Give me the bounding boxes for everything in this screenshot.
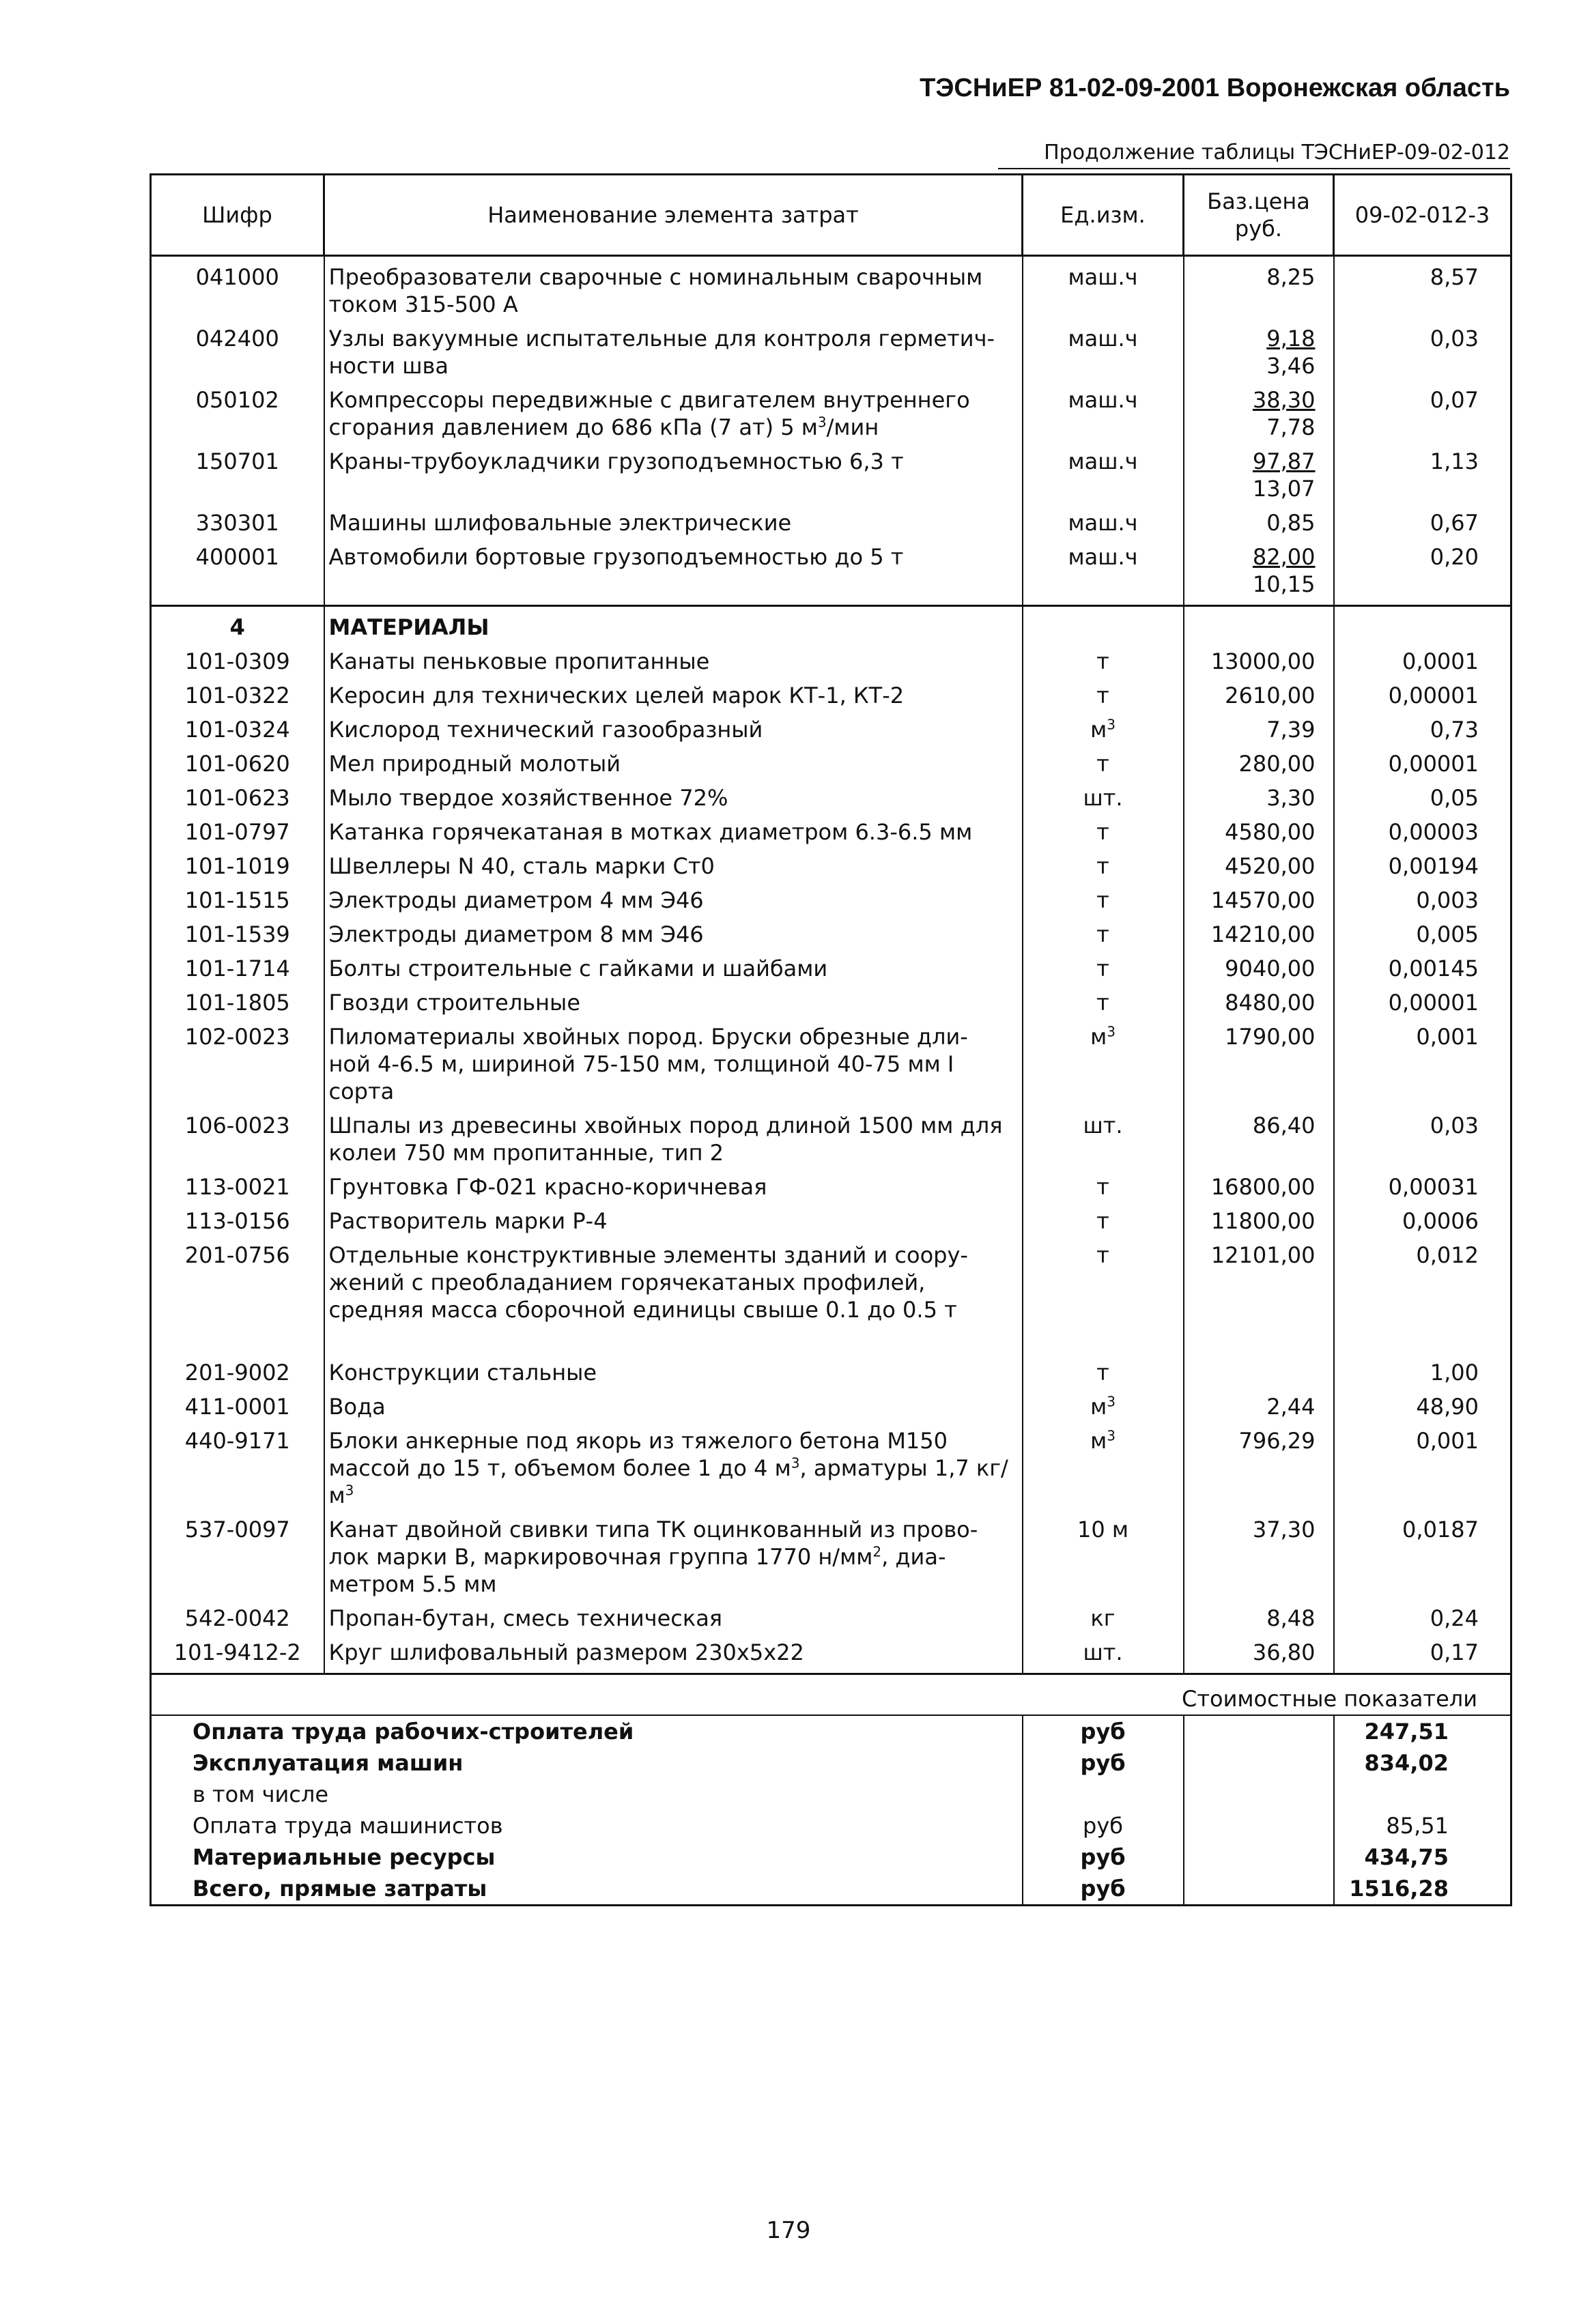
table-row <box>151 1352 1511 1386</box>
row-unit: т <box>1023 914 1184 948</box>
table-row <box>151 379 1511 441</box>
row-code: 101-1714 <box>151 948 324 982</box>
row-unit: т <box>1023 1352 1184 1386</box>
row-code: 106-0023 <box>151 1105 324 1166</box>
summary-label: в том числе <box>193 1781 328 1807</box>
summary-row <box>151 1747 1511 1779</box>
row-price: 280,00 <box>1184 743 1334 777</box>
summary-spacer <box>1184 1810 1334 1841</box>
row-value: 0,67 <box>1334 502 1511 536</box>
row-code: 101-1539 <box>151 914 324 948</box>
summary-row <box>151 1779 1511 1810</box>
summary-label: Всего, прямые затраты <box>151 1873 1023 1906</box>
row-name: Шпалы из древесины хвойных пород длиной 1500 мм для колеи 750 мм пропитанные, тип 2 <box>324 1105 1023 1166</box>
row-price: 2,44 <box>1184 1386 1334 1420</box>
row-name: Катанка горячекатаная в мотках диаметром 6.3-6.5 мм <box>324 812 1023 846</box>
row-name: Канат двойной свивки типа ТК оцинкованный из прово- лок марки В, маркировочная группа 1770 $н/мм^2$, диа- метром 5.5 мм <box>324 1509 1023 1598</box>
row-code: 102-0023 <box>151 1016 324 1105</box>
row-unit: шт. <box>1023 1632 1184 1674</box>
summary-unit: руб <box>1023 1810 1184 1841</box>
row-value: 0,03 <box>1334 1105 1511 1166</box>
row-name: Гвозди строительные <box>324 982 1023 1016</box>
row-value: 0,00001 <box>1334 675 1511 709</box>
summary-row <box>151 1810 1511 1841</box>
col-header-name: Наименование элемента затрат <box>324 175 1023 256</box>
row-code: 537-0097 <box>151 1509 324 1598</box>
row-name: Машины шлифовальные электрические <box>324 502 1023 536</box>
col-header-price <box>1184 175 1334 256</box>
row-code: 101-0309 <box>151 641 324 675</box>
row-value: 1,00 <box>1334 1352 1511 1386</box>
row-unit: маш.ч <box>1023 536 1184 606</box>
row-value: 0,17 <box>1334 1632 1511 1674</box>
row-code: 101-0623 <box>151 777 324 812</box>
row-unit: 10 м <box>1023 1509 1184 1598</box>
row-unit: $м^3$ <box>1023 1420 1184 1509</box>
row-name: Керосин для технических целей марок КТ-1, КТ-2 <box>324 675 1023 709</box>
row-value: 0,003 <box>1334 880 1511 914</box>
row-name: Преобразователи сварочные с номинальным сварочным током 315-500 А <box>324 256 1023 319</box>
summary-unit: руб <box>1023 1873 1184 1906</box>
row-price: 12101,00 <box>1184 1235 1334 1323</box>
row-unit: $м^3$ <box>1023 1016 1184 1105</box>
table-continuation-caption: Продолжение таблицы ТЭСНиЕР-09-02-012 <box>1044 141 1510 164</box>
summary-spacer <box>1184 1715 1334 1747</box>
row-price: 8,25 <box>1184 256 1334 319</box>
col-header-value: 09-02-012-3 <box>1334 175 1511 256</box>
row-name: Швеллеры N 40, сталь марки Ст0 <box>324 846 1023 880</box>
table-row <box>151 536 1511 606</box>
cost-table <box>150 173 1512 1906</box>
section-row <box>151 606 1511 642</box>
table-row <box>151 812 1511 846</box>
row-name: Пиломатериалы хвойных пород. Бруски обрезные дли- ной 4-6.5 м, шириной 75-150 мм, толщиной 40-75 мм I сорта <box>324 1016 1023 1105</box>
row-value: 0,03 <box>1334 318 1511 379</box>
summary-label: Оплата труда рабочих-строителей <box>193 1719 634 1745</box>
summary-row <box>151 1873 1511 1906</box>
row-unit: т <box>1023 1201 1184 1235</box>
row-name: Кислород технический газообразный <box>324 709 1023 743</box>
table-row <box>151 914 1511 948</box>
row-name: Автомобили бортовые грузоподъемностью до 5 т <box>324 536 1023 606</box>
row-value: 0,005 <box>1334 914 1511 948</box>
row-value: 0,0001 <box>1334 641 1511 675</box>
summary-title-row <box>151 1683 1511 1715</box>
summary-label: Эксплуатация машин <box>193 1750 464 1776</box>
row-code: 150701 <box>151 441 324 502</box>
row-price: 1790,00 <box>1184 1016 1334 1105</box>
row-name: Узлы вакуумные испытательные для контроля герметич- ности шва <box>324 318 1023 379</box>
row-unit: т <box>1023 743 1184 777</box>
row-code: 101-1019 <box>151 846 324 880</box>
row-code: 400001 <box>151 536 324 606</box>
table-row <box>151 1166 1511 1201</box>
row-name: Круг шлифовальный размером 230x5x22 <box>324 1632 1023 1674</box>
table-row <box>151 777 1511 812</box>
row-price: 3,30 <box>1184 777 1334 812</box>
table-row <box>151 1235 1511 1323</box>
row-value: 0,00031 <box>1334 1166 1511 1201</box>
summary-value: 247,51 <box>1334 1715 1511 1747</box>
table-row <box>151 880 1511 914</box>
row-name: Мел природный молотый <box>324 743 1023 777</box>
table-row <box>151 1598 1511 1632</box>
table-row <box>151 256 1511 319</box>
row-unit: т <box>1023 675 1184 709</box>
row-code: 201-0756 <box>151 1235 324 1323</box>
row-code: 101-0797 <box>151 812 324 846</box>
row-unit: маш.ч <box>1023 256 1184 319</box>
row-code: 411-0001 <box>151 1386 324 1420</box>
table-row <box>151 1201 1511 1235</box>
row-unit: т <box>1023 1166 1184 1201</box>
summary-value: 1516,28 <box>1334 1873 1511 1906</box>
table-row <box>151 743 1511 777</box>
row-name: Вода <box>324 1386 1023 1420</box>
table-row <box>151 1509 1511 1598</box>
row-value: 0,73 <box>1334 709 1511 743</box>
col-header-unit: Ед.изм. <box>1023 175 1184 256</box>
row-price: 7,39 <box>1184 709 1334 743</box>
summary-spacer <box>1184 1841 1334 1873</box>
table-row <box>151 948 1511 982</box>
row-code: 041000 <box>151 256 324 319</box>
section-name: МАТЕРИАЛЫ <box>324 606 1023 642</box>
row-value: 1,13 <box>1334 441 1511 502</box>
row-unit: маш.ч <box>1023 379 1184 441</box>
row-price <box>1184 1352 1334 1386</box>
row-unit: шт. <box>1023 1105 1184 1166</box>
row-value: 0,0187 <box>1334 1509 1511 1598</box>
row-value: 0,00145 <box>1334 948 1511 982</box>
row-value: 0,0006 <box>1334 1201 1511 1235</box>
row-code: 113-0021 <box>151 1166 324 1201</box>
row-price: 4520,00 <box>1184 846 1334 880</box>
summary-unit: руб <box>1023 1715 1184 1747</box>
machines-section <box>151 256 1511 606</box>
row-unit: т <box>1023 948 1184 982</box>
summary-label: Материальные ресурсы <box>193 1844 496 1870</box>
row-code: 101-9412-2 <box>151 1632 324 1674</box>
row-unit: т <box>1023 1235 1184 1323</box>
col-header-code: Шифр <box>151 175 324 256</box>
table-row <box>151 641 1511 675</box>
row-value: 48,90 <box>1334 1386 1511 1420</box>
row-value: 0,00001 <box>1334 743 1511 777</box>
row-name: Канаты пеньковые пропитанные <box>324 641 1023 675</box>
table-row <box>151 1420 1511 1509</box>
summary-spacer <box>1184 1779 1334 1810</box>
caption-underline <box>998 168 1510 169</box>
table-header <box>151 175 1511 256</box>
summary-value: 434,75 <box>1334 1841 1511 1873</box>
row-name: Отдельные конструктивные элементы зданий и соору- жений с преобладанием горячекатаных профилей, средняя масса сборочной единицы свыше 0.1 до 0.5 т <box>324 1235 1023 1323</box>
row-price: 8480,00 <box>1184 982 1334 1016</box>
row-price: 4580,00 <box>1184 812 1334 846</box>
summary-value: 834,02 <box>1334 1747 1511 1779</box>
row-price: 13000,00 <box>1184 641 1334 675</box>
table-row <box>151 982 1511 1016</box>
row-code: 101-0322 <box>151 675 324 709</box>
row-value: 0,07 <box>1334 379 1511 441</box>
row-value: 0,00001 <box>1334 982 1511 1016</box>
row-name: Мыло твердое хозяйственное 72% <box>324 777 1023 812</box>
section-code: 4 <box>151 606 324 642</box>
row-name: Блоки анкерные под якорь из тяжелого бетона М150 массой до 15 т, объемом более 1 до 4 $м^3$, арматуры 1,7 $кг/м^3$ <box>324 1420 1023 1509</box>
row-value: 0,012 <box>1334 1235 1511 1323</box>
row-unit: т <box>1023 812 1184 846</box>
row-name: Грунтовка ГФ-021 красно-коричневая <box>324 1166 1023 1201</box>
row-value: 0,00003 <box>1334 812 1511 846</box>
row-unit: шт. <box>1023 777 1184 812</box>
row-price: 14210,00 <box>1184 914 1334 948</box>
row-code: 042400 <box>151 318 324 379</box>
summary-unit: руб <box>1023 1747 1184 1779</box>
price-header-line2: руб. <box>1234 216 1283 242</box>
row-value: 0,05 <box>1334 777 1511 812</box>
row-unit: т <box>1023 846 1184 880</box>
row-price: 0,85 <box>1184 502 1334 536</box>
summary-spacer <box>1184 1873 1334 1906</box>
row-unit: $м^3$ <box>1023 1386 1184 1420</box>
summary-spacer <box>1184 1747 1334 1779</box>
table-row <box>151 709 1511 743</box>
row-price: 36,80 <box>1184 1632 1334 1674</box>
row-price: 86,40 <box>1184 1105 1334 1166</box>
table-row <box>151 441 1511 502</box>
row-code: 050102 <box>151 379 324 441</box>
row-unit: маш.ч <box>1023 441 1184 502</box>
row-value: 8,57 <box>1334 256 1511 319</box>
row-name: Краны-трубоукладчики грузоподъемностью 6,3 т <box>324 441 1023 502</box>
row-name: Компрессоры передвижные с двигателем внутреннего сгорания давлением до 686 кПа (7 ат) 5 $м^3$/мин <box>324 379 1023 441</box>
row-code: 440-9171 <box>151 1420 324 1509</box>
table-row <box>151 318 1511 379</box>
row-name: Пропан-бутан, смесь техническая <box>324 1598 1023 1632</box>
summary-unit <box>1023 1779 1184 1810</box>
row-unit: кг <box>1023 1598 1184 1632</box>
table-row <box>151 1105 1511 1166</box>
document-title: ТЭСНиЕР 81-02-09-2001 Воронежская область <box>920 74 1510 102</box>
row-unit: $м^3$ <box>1023 709 1184 743</box>
row-price: 16800,00 <box>1184 1166 1334 1201</box>
row-name: Болты строительные с гайками и шайбами <box>324 948 1023 982</box>
row-value: 0,20 <box>1334 536 1511 606</box>
row-price: 2610,00 <box>1184 675 1334 709</box>
row-value: 0,001 <box>1334 1420 1511 1509</box>
row-value: 0,001 <box>1334 1016 1511 1105</box>
row-value: 0,24 <box>1334 1598 1511 1632</box>
row-price: 97,87 13,07 <box>1184 441 1334 502</box>
row-unit: маш.ч <box>1023 502 1184 536</box>
row-name: Конструкции стальные <box>324 1352 1023 1386</box>
row-unit: т <box>1023 982 1184 1016</box>
row-price: 9040,00 <box>1184 948 1334 982</box>
row-code: 101-0620 <box>151 743 324 777</box>
row-price: 38,30 7,78 <box>1184 379 1334 441</box>
row-code: 330301 <box>151 502 324 536</box>
table-row <box>151 846 1511 880</box>
row-name: Электроды диаметром 8 мм Э46 <box>324 914 1023 948</box>
price-header-line1: Баз.цена <box>1207 188 1310 214</box>
row-code: 101-1805 <box>151 982 324 1016</box>
row-code: 113-0156 <box>151 1201 324 1235</box>
row-price: 11800,00 <box>1184 1201 1334 1235</box>
row-code: 101-0324 <box>151 709 324 743</box>
row-code: 542-0042 <box>151 1598 324 1632</box>
row-name: Электроды диаметром 4 мм Э46 <box>324 880 1023 914</box>
summary-value <box>1334 1779 1511 1810</box>
materials-section <box>151 606 1511 1674</box>
summary-row <box>151 1715 1511 1747</box>
row-price: 82,00 10,15 <box>1184 536 1334 606</box>
row-value: 0,00194 <box>1334 846 1511 880</box>
row-name: Растворитель марки Р-4 <box>324 1201 1023 1235</box>
row-price: 14570,00 <box>1184 880 1334 914</box>
table-row <box>151 502 1511 536</box>
summary-row <box>151 1841 1511 1873</box>
row-price: 37,30 <box>1184 1509 1334 1598</box>
row-code: 201-9002 <box>151 1352 324 1386</box>
row-unit: т <box>1023 880 1184 914</box>
table-row <box>151 1016 1511 1105</box>
row-price: 9,18 3,46 <box>1184 318 1334 379</box>
table-row <box>151 1632 1511 1674</box>
summary-label: Оплата труда машинистов <box>193 1813 503 1839</box>
row-unit: т <box>1023 641 1184 675</box>
summary-unit: руб <box>1023 1841 1184 1873</box>
page-number: 179 <box>766 2217 811 2244</box>
row-code: 101-1515 <box>151 880 324 914</box>
summary-section <box>151 1674 1511 1906</box>
table-row <box>151 675 1511 709</box>
row-price: 8,48 <box>1184 1598 1334 1632</box>
summary-title: Стоимостные показатели <box>151 1683 1511 1715</box>
table-row <box>151 1386 1511 1420</box>
row-price: 796,29 <box>1184 1420 1334 1509</box>
summary-value: 85,51 <box>1334 1810 1511 1841</box>
row-unit: маш.ч <box>1023 318 1184 379</box>
